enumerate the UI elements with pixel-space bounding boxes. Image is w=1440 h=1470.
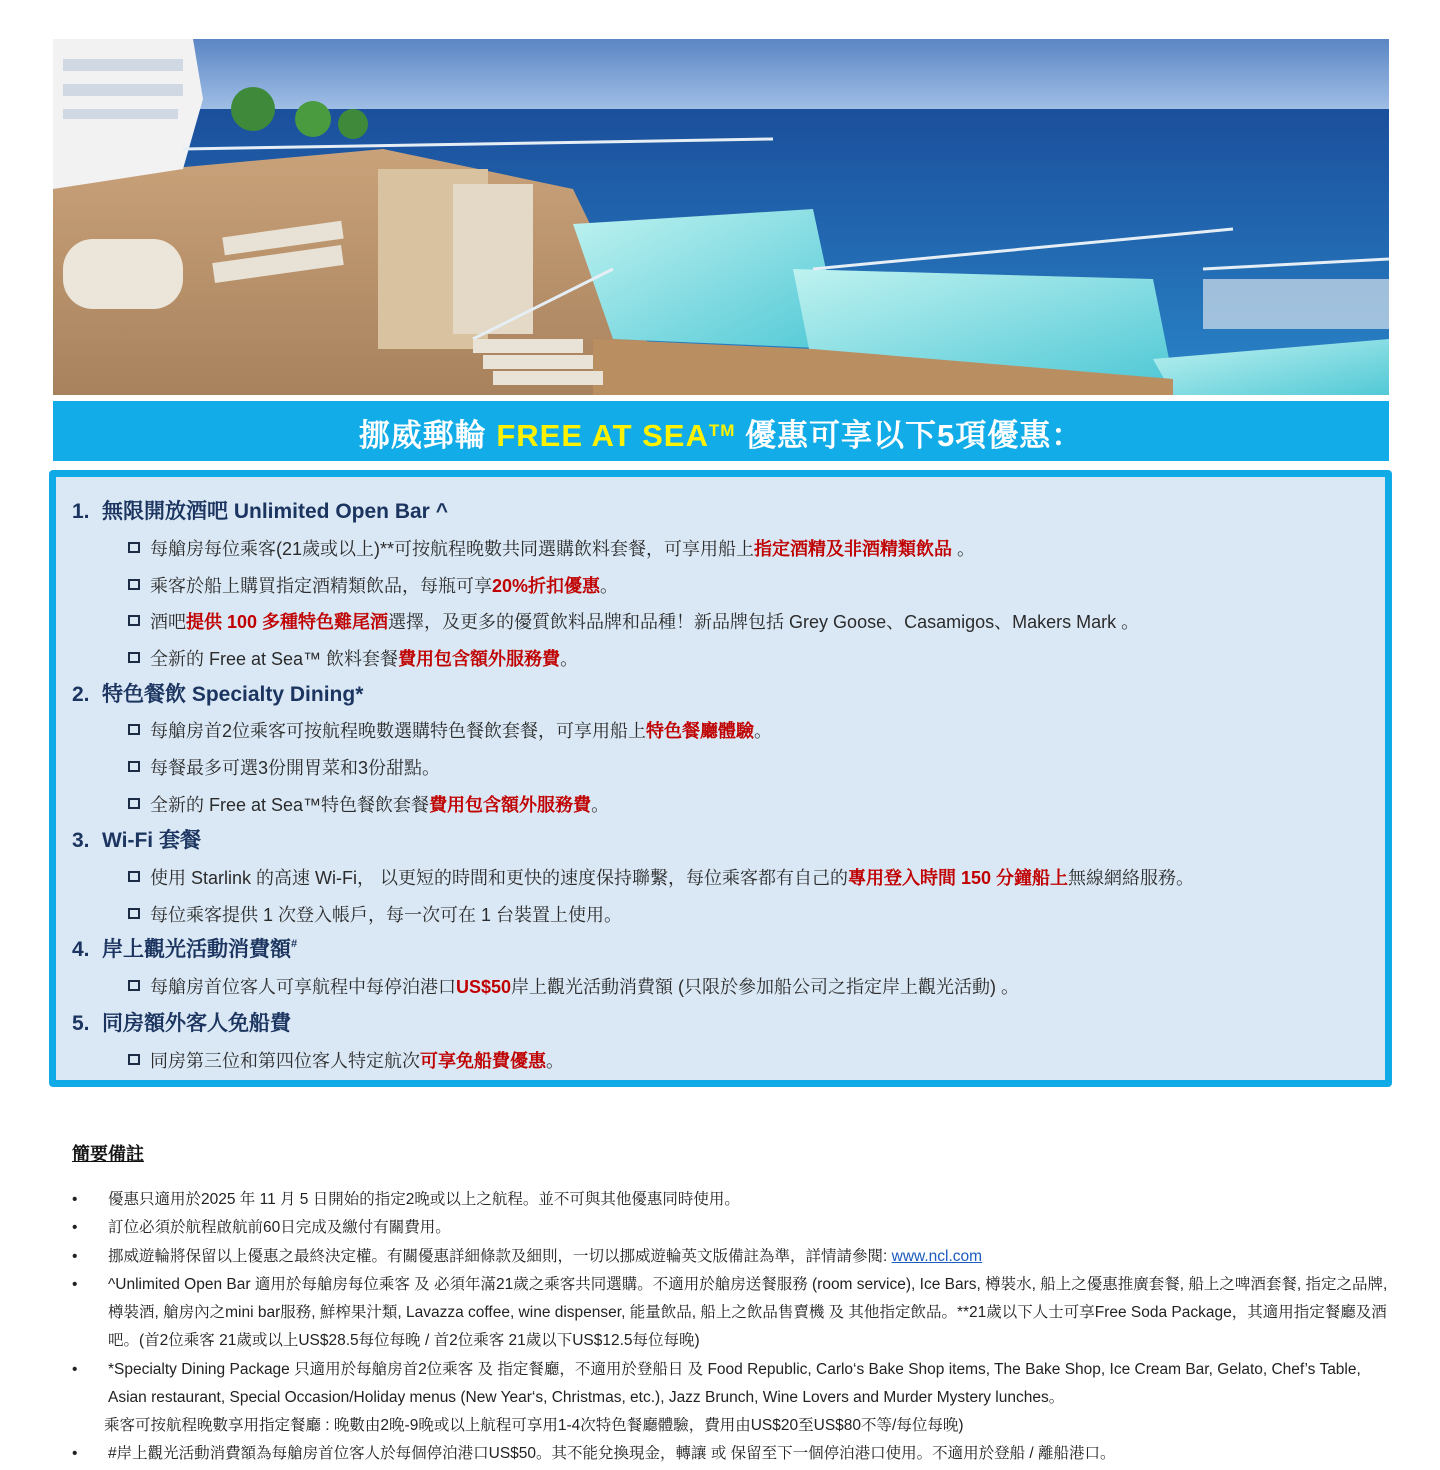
note-extra: 乘客可按航程晚數享用指定餐廳 : 晚數由2晚-9晚或以上航程可享用1-4次特色餐廳體驗，費用由US$20至US$80不等/每位每晚)	[104, 1417, 964, 1434]
benefit-title-5	[72, 1007, 291, 1037]
benefit-bullet: 全新的 Free at Sea™特色餐飲套餐費用包含額外服務費。	[128, 791, 609, 817]
benefit-title-2	[72, 678, 363, 708]
note-item: • #岸上觀光活動消費額為每艙房首位客人於每個停泊港口US$50。其不能兌換現金，轉讓 或 保留至下一個停泊港口使用。不適用於登船 / 離船港口。	[108, 1440, 1388, 1468]
square-bullet-icon	[128, 652, 140, 663]
benefit-title-3	[72, 824, 201, 854]
benefit-bullet: 每艙房首2位乘客可按航程晚數選購特色餐飲套餐，可享用船上特色餐廳體驗。	[128, 717, 772, 743]
benefit-title-sup: #	[291, 938, 298, 950]
benefits-box	[49, 470, 1392, 1087]
benefit-bullet: 同房第三位和第四位客人特定航次可享免船費優惠。	[128, 1047, 564, 1073]
square-bullet-icon	[128, 761, 140, 772]
square-bullet-icon	[128, 871, 140, 882]
benefit-number: 5.	[72, 1012, 90, 1035]
banner-text-1: 挪威郵輪	[358, 418, 497, 453]
square-bullet-icon	[128, 615, 140, 626]
ncl-link[interactable]: www.ncl.com	[891, 1248, 983, 1265]
square-bullet-icon	[128, 1054, 140, 1065]
benefit-number: 3.	[72, 829, 90, 852]
benefit-bullet: 每位乘客提供 1 次登入帳戶，每一次可在 1 台裝置上使用。	[128, 901, 622, 927]
bullet-dot-icon: •	[72, 1219, 78, 1236]
benefit-title-1	[72, 495, 448, 525]
hero-illustration	[53, 39, 1389, 395]
banner-tm: TM	[708, 421, 736, 440]
bullet-dot-icon: •	[72, 1445, 78, 1462]
promo-banner	[53, 401, 1389, 461]
notes-heading: 簡要備註	[72, 1144, 144, 1164]
square-bullet-icon	[128, 980, 140, 991]
note-item: • 訂位必須於航程啟航前60日完成及繳付有關費用。	[108, 1214, 1388, 1242]
benefit-bullet: 每艙房每位乘客(21歲或以上)**可按航程晚數共同選購飲料套餐，可享用船上指定酒精及非酒精類飲品 。	[128, 535, 975, 561]
benefit-number: 1.	[72, 500, 90, 523]
benefit-title-text: Wi-Fi 套餐	[102, 829, 201, 852]
benefit-title-text: 同房額外客人免船費	[102, 1012, 291, 1035]
note-item: • 優惠只適用於2025 年 11 月 5 日開始的指定2晚或以上之航程。並不可與其他優惠同時使用。	[108, 1186, 1388, 1214]
note-item: • *Specialty Dining Package 只適用於每艙房首2位乘客 及 指定餐廳，不適用於登船日 及 Food Republic, Carlo‘s Bake Shop items, The Bake Shop, Ice Cream Bar, Gelato, Chef’s Table, Asian restaurant, Special Occasion/Holiday menus (New Year‘s, Christmas, etc.), Jazz Brunch, Wine Lovers and Murder Mystery lunches。	[108, 1356, 1388, 1412]
square-bullet-icon	[128, 579, 140, 590]
hero-image	[53, 39, 1389, 395]
note-item: • ^Unlimited Open Bar 適用於每艙房每位乘客 及 必須年滿21歲之乘客共同選購。不適用於艙房送餐服務 (room service), Ice Bars, 樽裝水, 船上之優惠推廣套餐, 船上之啤酒套餐, 指定之品牌, 樽裝酒, 艙房內之mini bar服務, 鮮榨果汁類, Lavazza coffee, wine dispenser, 能量飲品, 船上之飲品售賣機 及 其他指定飲品。**21歲以下人士可享Free Soda Package，其適用指定餐廳及酒吧。(首2位乘客 21歲或以上US$28.5每位每晚 / 首2位乘客 21歲以下US$12.5每位每晚)	[108, 1271, 1388, 1355]
benefit-bullet: 酒吧提供 100 多種特色雞尾酒選擇，及更多的優質飲料品牌和品種！新品牌包括 Grey Goose、Casamigos、Makers Mark 。	[128, 608, 1139, 634]
benefit-bullet: 每艙房首位客人可享航程中每停泊港口US$50岸上觀光活動消費額 (只限於參加船公司之指定岸上觀光活動) 。	[128, 973, 1019, 999]
square-bullet-icon	[128, 542, 140, 553]
banner-highlight: FREE AT SEA	[496, 418, 709, 453]
benefit-title-text: 岸上觀光活動消費額	[102, 938, 291, 961]
benefit-bullet: 每餐最多可選3份開胃菜和3份甜點。	[128, 754, 440, 780]
bullet-dot-icon: •	[72, 1248, 78, 1265]
square-bullet-icon	[128, 724, 140, 735]
bullet-dot-icon: •	[72, 1191, 78, 1208]
benefit-bullet: 使用 Starlink 的高速 Wi-Fi， 以更短的時間和更快的速度保持聯繫，每位乘客都有自己的專用登入時間 150 分鐘船上無線網絡服務。	[128, 864, 1194, 890]
square-bullet-icon	[128, 908, 140, 919]
bullet-dot-icon: •	[72, 1276, 78, 1293]
benefit-bullet: 乘客於船上購買指定酒精類飲品，每瓶可享20%折扣優惠。	[128, 572, 618, 598]
benefit-bullet: 全新的 Free at Sea™ 飲料套餐費用包含額外服務費。	[128, 645, 578, 671]
benefit-title-text: 特色餐飲 Specialty Dining*	[102, 683, 364, 706]
note-item: • 挪威遊輪將保留以上優惠之最終決定權。有關優惠詳細條款及細則，一切以挪威遊輪英文版備註為準，詳情請參閱: www.ncl.com	[108, 1243, 1388, 1271]
benefit-number: 2.	[72, 683, 90, 706]
bullet-dot-icon: •	[72, 1361, 78, 1378]
banner-text-2: 優惠可享以下5項優惠：	[735, 418, 1084, 453]
benefit-number: 4.	[72, 938, 90, 961]
square-bullet-icon	[128, 798, 140, 809]
benefit-title-text: 無限開放酒吧 Unlimited Open Bar ^	[102, 500, 448, 523]
benefit-title-4	[72, 933, 297, 963]
